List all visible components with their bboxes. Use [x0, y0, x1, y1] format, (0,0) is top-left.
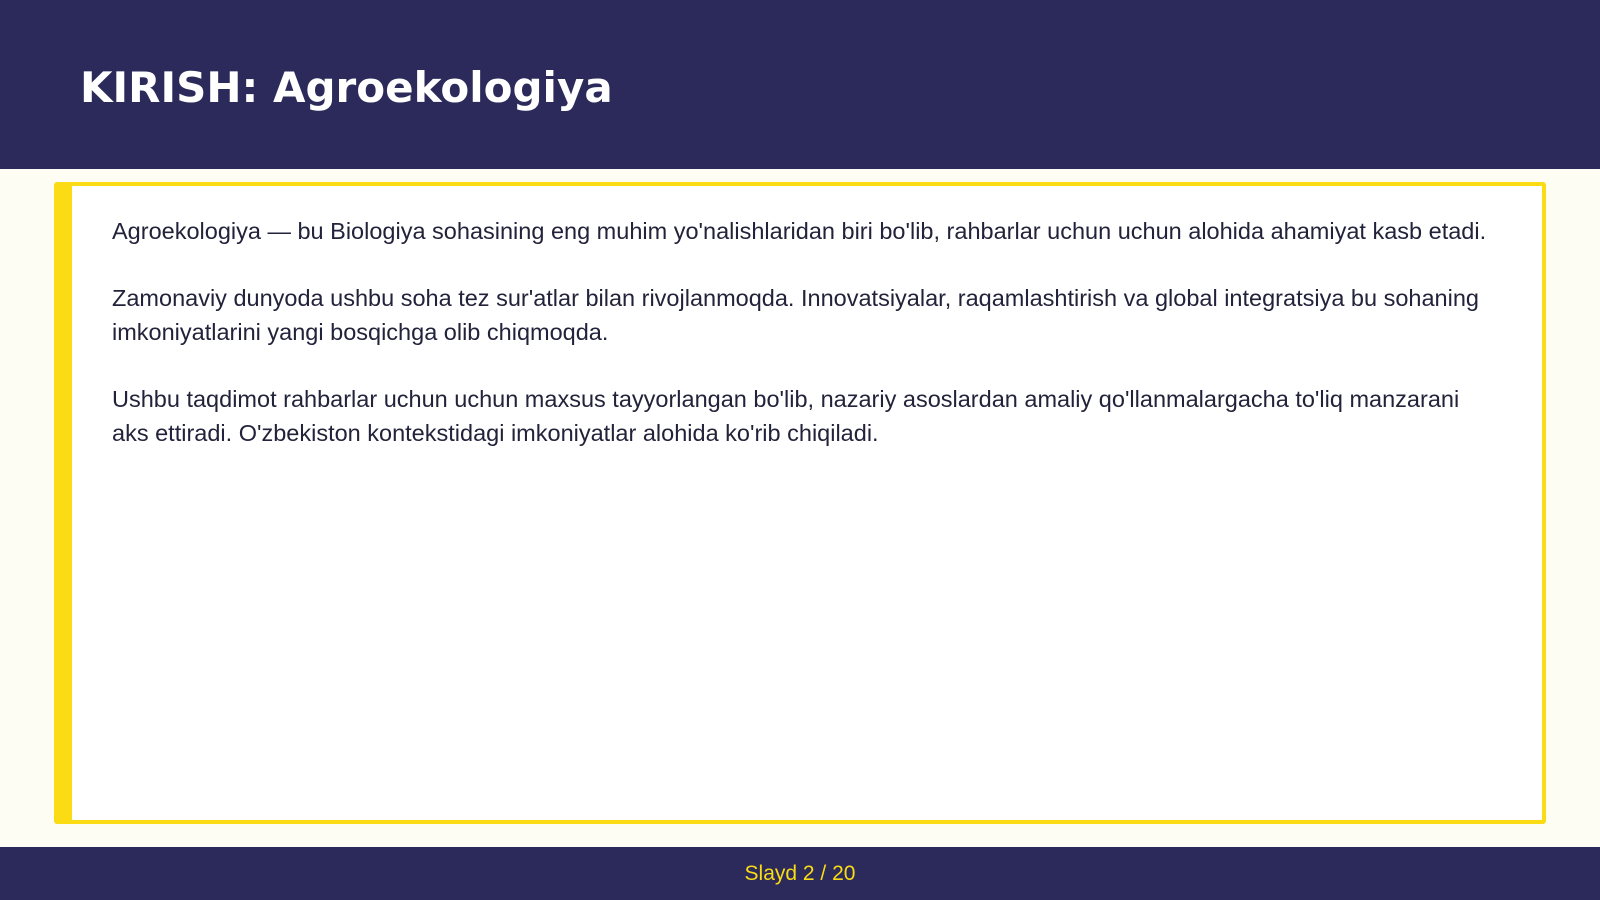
- slide-number: Slayd 2 / 20: [744, 862, 856, 885]
- slide-title: KIRISH: Agroekologiya: [80, 63, 613, 112]
- paragraph-intro: Agroekologiya — bu Biologiya sohasining eng muhim yo'nalishlaridan biri bo'lib, rahbarlar uchun uchun alohida ahamiyat kasb etadi.: [112, 218, 1487, 244]
- slide-header: [0, 0, 1600, 169]
- content-paragraphs: [112, 214, 1487, 483]
- paragraph-presentation: Ushbu taqdimot rahbarlar uchun uchun maxsus tayyorlangan bo'lib, nazariy asoslardan amaliy qo'llanmalargacha to'liq manzarani aks ettiradi. O'zbekiston kontekstidagi imkoniyatlar alohida ko'rib chiqiladi.: [112, 386, 1460, 446]
- content-box: [54, 182, 1546, 824]
- paragraph-modern-world: Zamonaviy dunyoda ushbu soha tez sur'atlar bilan rivojlanmoqda. Innovatsiyalar, raqamlashtirish va global integratsiya bu sohaning imkoniyatlarini yangi bosqichga olib chiqmoqda.: [112, 285, 1479, 345]
- slide-footer: [0, 847, 1600, 900]
